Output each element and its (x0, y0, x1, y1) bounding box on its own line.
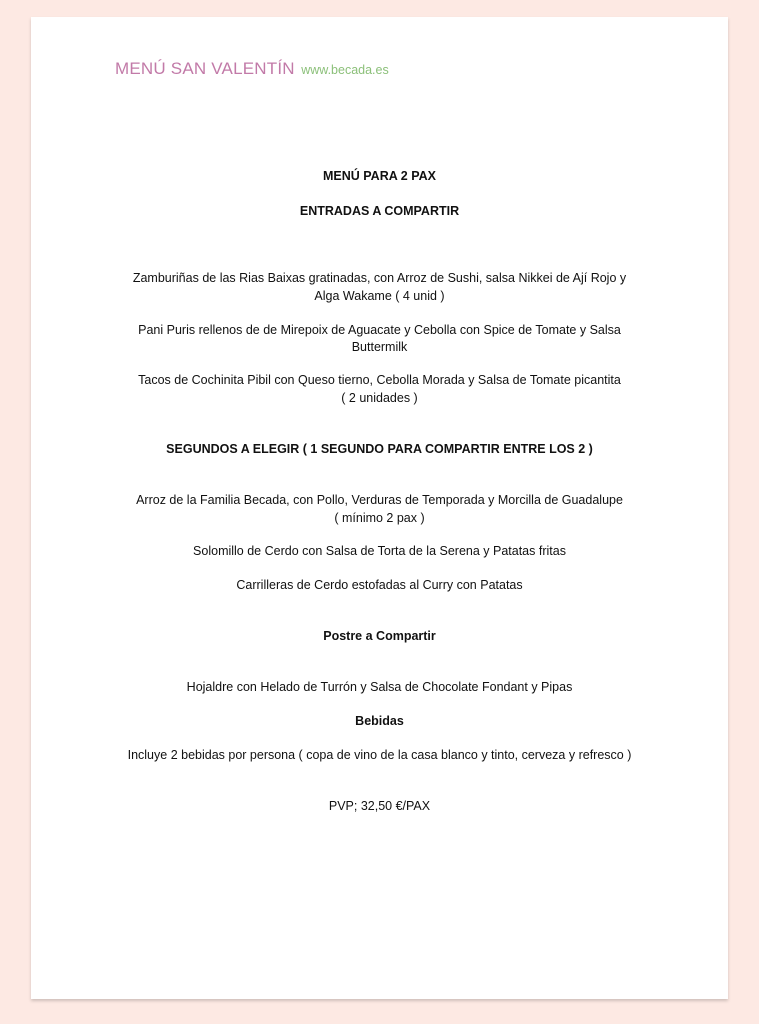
drinks-item: Incluye 2 bebidas por persona ( copa de vino de la casa blanco y tinto, cerveza y refresco ) (127, 748, 632, 762)
starter-item-2-line-2: Buttermilk (351, 340, 408, 354)
starter-item-3-line-2: ( 2 unidades ) (341, 391, 418, 405)
dessert-item: Hojaldre con Helado de Turrón y Salsa de Chocolate Fondant y Pipas (186, 680, 573, 694)
mains-heading: SEGUNDOS A ELEGIR ( 1 SEGUNDO PARA COMPARTIR ENTRE LOS 2 ) (166, 442, 593, 456)
menu-title: MENÚ PARA 2 PAX (323, 169, 436, 183)
price: PVP; 32,50 €/PAX (328, 799, 431, 813)
starter-item-3-line-1: Tacos de Cochinita Pibil con Queso tierno, Cebolla Morada y Salsa de Tomate picantita (138, 373, 621, 387)
starter-item-1-line-1: Zamburiñas de las Rias Baixas gratinadas, con Arroz de Sushi, salsa Nikkei de Ají Rojo y (132, 271, 627, 285)
starters-heading: ENTRADAS A COMPARTIR (299, 204, 460, 218)
starter-item-2-line-1: Pani Puris rellenos de de Mirepoix de Aguacate y Cebolla con Spice de Tomate y Salsa (138, 323, 621, 337)
dessert-heading: Postre a Compartir (323, 629, 436, 643)
main-item-2: Solomillo de Cerdo con Salsa de Torta de la Serena y Patatas fritas (193, 544, 566, 558)
header (115, 59, 389, 79)
website-link[interactable]: www.becada.es (301, 63, 389, 77)
main-item-1-line-2: ( mínimo 2 pax ) (334, 511, 425, 525)
main-item-1-line-1: Arroz de la Familia Becada, con Pollo, Verduras de Temporada y Morcilla de Guadalupe (136, 493, 623, 507)
main-item-3: Carrilleras de Cerdo estofadas al Curry con Patatas (236, 578, 523, 592)
drinks-heading: Bebidas (355, 714, 404, 728)
menu-header-title: MENÚ SAN VALENTÍN (115, 59, 295, 78)
document-page (31, 17, 728, 999)
starter-item-1-line-2: Alga Wakame ( 4 unid ) (314, 289, 445, 303)
